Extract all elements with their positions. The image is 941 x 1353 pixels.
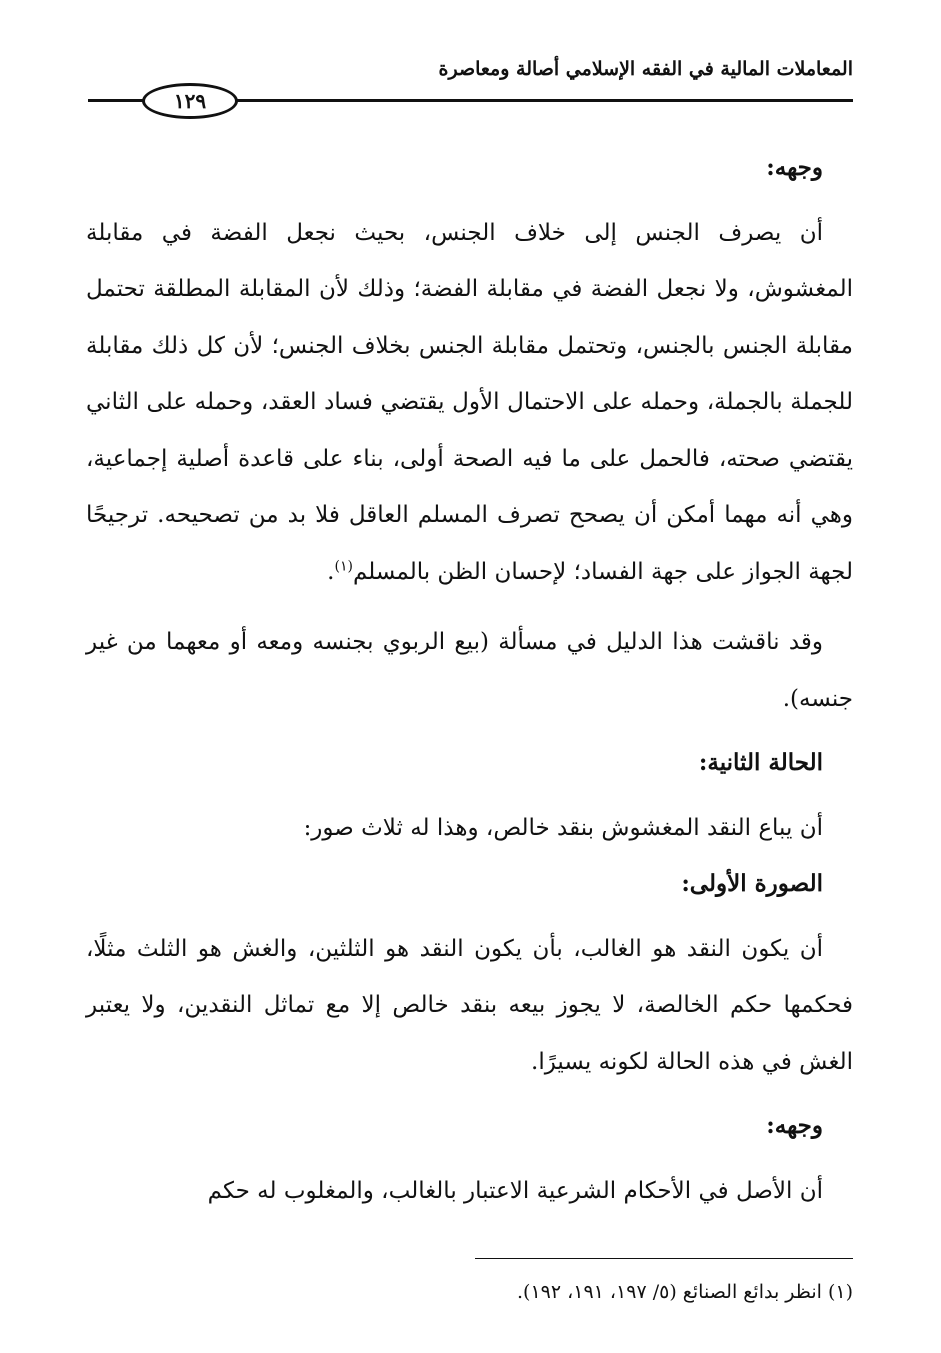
heading-wajhuhu-2: وجهه:: [766, 1112, 823, 1139]
footnote-1: (١) انظر بدائع الصنائع (٥/ ١٩٧، ١٩١، ١٩٢).: [516, 1281, 853, 1303]
paragraph-1-text: أن يصرف الجنس إلى خلاف الجنس، بحيث نجعل الفضة في مقابلة المغشوش، ولا نجعل الفضة في مقابلة الفضة؛ وذلك لأن المقابلة المطلقة تحتمل مقابلة الجنس بالجنس، وتحتمل مقابلة الجنس بخلاف الجنس؛ لأن كل ذلك مقابلة للجملة بالجملة، وحمله على الاحتمال الأول يقتضي فساد العقد، وحمله على الثاني يقتضي صحته، فالحمل على ما فيه الصحة أولى، بناء على قاعدة أصلية إجماعية، وهي أنه مهما أمكن أن يصحح تصرف المسلم العاقل فلا بد من تصحيحه. ترجيحًا لجهة الجواز على جهة الفساد؛ لإحسان الظن بالمسلم: [86, 219, 853, 585]
paragraph-4: أن يكون النقد هو الغالب، بأن يكون النقد هو الثلثين، والغش هو الثلث مثلًا، فحكمها حكم الخالصة، لا يجوز بيعه بنقد خالص إلا مع تماثل النقدين، ولا يعتبر الغش في هذه الحالة لكونه يسيرًا.: [86, 935, 853, 1075]
heading-wajhuhu-1: وجهه:: [766, 154, 823, 181]
paragraph-3: أن يباع النقد المغشوش بنقد خالص، وهذا له ثلاث صور:: [303, 814, 823, 841]
page-number: ١٢٩: [142, 83, 238, 119]
running-title: المعاملات المالية في الفقه الإسلامي أصالة ومعاصرة: [438, 58, 853, 80]
footnote-rule: [475, 1258, 853, 1259]
footnote-ref-1[interactable]: (١): [334, 557, 353, 574]
paragraph-1: [86, 205, 853, 601]
heading-second-case: الحالة الثانية:: [698, 749, 823, 776]
heading-first-form: الصورة الأولى:: [681, 870, 823, 897]
paragraph-5: أن الأصل في الأحكام الشرعية الاعتبار بالغالب، والمغلوب له حكم: [207, 1177, 823, 1204]
paragraph-1-end: .: [327, 558, 335, 585]
main-text: [86, 140, 853, 1219]
paragraph-2: وقد ناقشت هذا الدليل في مسألة (بيع الربوي بجنسه ومعه أو معهما من غير جنسه).: [86, 629, 853, 712]
